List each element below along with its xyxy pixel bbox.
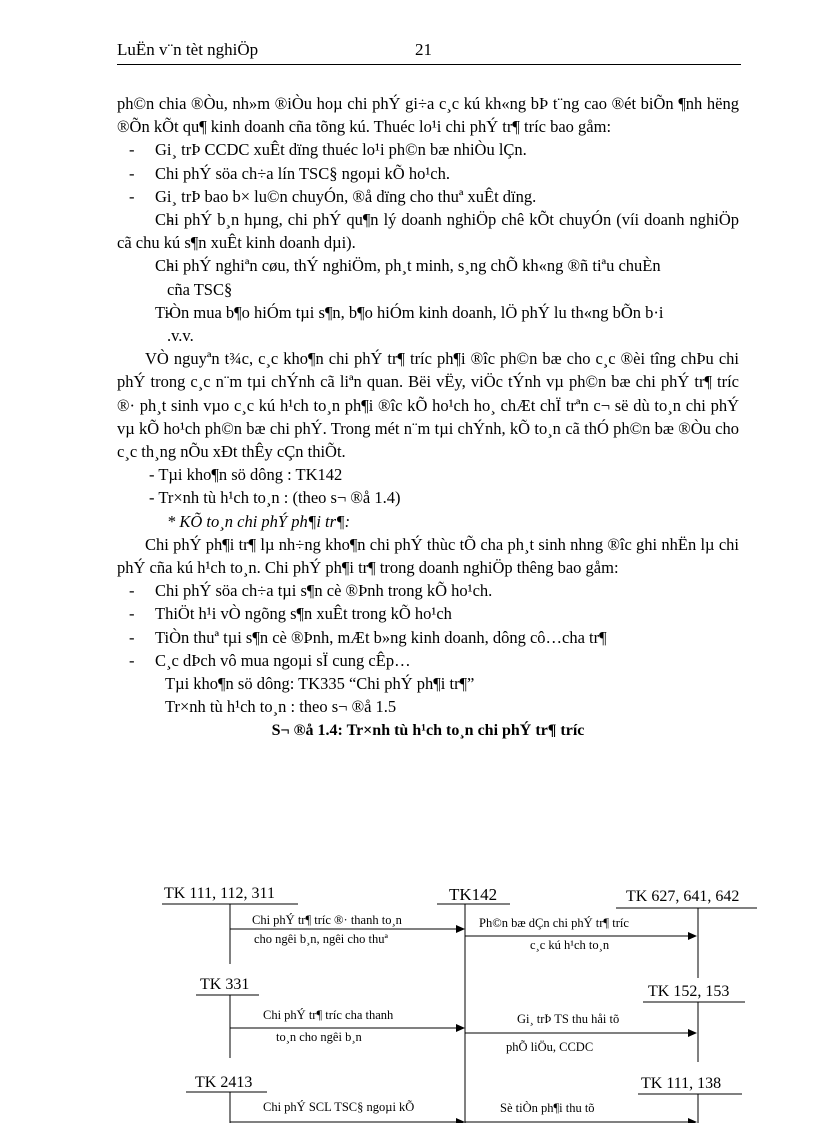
page-header: [117, 36, 741, 65]
paragraph-intro: ph©n chia ®Òu, nh»m ®iÒu hoµ chi phÝ gi÷a c¸c kú kh«ng bÞ t¨ng cao ®ét biÕn ¶nh hëng ®Õn kÕt qu¶ kinh doanh cña tõng kú. Thuéc lo¹i chi phÝ tr¶ tríc bao gåm:: [117, 94, 739, 137]
arrow-label-top: Sè tiÒn ph¶i thu tõ: [500, 1101, 595, 1115]
paragraph-principle: VÒ nguyªn t¾c, c¸c kho¶n chi phÝ tr¶ tríc ph¶i ®îc ph©n bæ cho c¸c ®èi tîng chÞu chi phÝ trong c¸c n¨m tµi chÝnh cã liªn quan. Bëi vËy, viÖc tÝnh vµ ph©n bæ chi phÝ tr¶ tríc ®· ph¸t sinh vµo c¸c kú h¹ch to¸n ph¶i ®îc kÕ ho¹ch ho¸ chÆt chÏ trªn c¬ së dù to¸n chi phÝ vµ kÕ ho¹ch ph©n bæ chi phÝ. Trong mét n¨m tµi chÝnh, kÕ to¸n cã thÓ ph©n bæ ®Òu cho c¸c th¸ng nÕu xÐt thÊy cÇn thiÕt.: [117, 349, 739, 462]
list-item: - C¸c dÞch vô mua ngoµi sÏ cung cÊp…: [117, 649, 739, 672]
list-item-continuation: cña TSC§: [167, 279, 233, 299]
list-item: - ThiÖt h¹i vÒ ngõng s¶n xuÊt trong kÕ ho¹ch: [117, 602, 739, 625]
body-text: [117, 92, 739, 743]
arrow-label-top: Chi phÝ tr¶ tríc ®· thanh to¸n: [252, 913, 402, 927]
paragraph-payable: Chi phÝ ph¶i tr¶ lµ nh÷ng kho¶n chi phÝ thùc tÕ cha ph¸t sinh nhng ®îc ghi nhËn lµ chi phÝ cña kú h¹ch to¸n. Chi phÝ ph¶i tr¶ trong doanh nghiÖp thêng bao gåm:: [117, 534, 739, 578]
account-used-line: - Tµi kho¶n sö dông : TK142: [149, 465, 343, 485]
etc-line: .v.v.: [167, 326, 194, 346]
account-label-tk627-641-642: TK 627, 641, 642: [626, 888, 740, 905]
list-item: - Gi¸ trÞ CCDC xuÊt dïng thuéc lo¹i ph©n bæ nhiÒu lÇn.: [117, 138, 739, 161]
procedure-line: - Tr×nh tù h¹ch to¸n : (theo s¬ ®å 1.4): [149, 488, 401, 508]
account-used-line: Tµi kho¶n sö dông: TK335 “Chi phÝ ph¶i tr¶”: [165, 674, 475, 694]
page-number: 21: [415, 40, 432, 59]
list-item: - Chi phÝ söa ch÷a tµi s¶n cè ®Þnh trong kÕ ho¹ch.: [117, 579, 739, 602]
list-item: - Gi¸ trÞ bao b× lu©n chuyÓn, ®å dïng cho thuª xuÊt dïng.: [117, 185, 739, 208]
arrow-label-bottom: cho ngêi b¸n, ngêi cho thuª: [254, 932, 388, 946]
arrow-label-top: Chi phÝ tr¶ tríc cha thanh: [263, 1008, 394, 1022]
arrow-label-top: Chi phÝ SCL TSC§ ngoµi kÕ: [263, 1100, 415, 1114]
section-subtitle: * KÕ to¸n chi phÝ ph¶i tr¶:: [167, 511, 351, 531]
arrow-label-bottom: phÕ liÖu, CCDC: [506, 1040, 594, 1054]
list-item: - Chi phÝ söa ch÷a lín TSC§ ngoµi kÕ ho¹ch.: [117, 162, 739, 185]
arrow-label-bottom: c¸c kú h¹ch to¸n: [530, 938, 610, 952]
list-item: - Chi phÝ nghiªn cøu, thÝ nghiÖm, ph¸t minh, s¸ng chÕ kh«ng ®ñ tiªu chuÈn: [117, 254, 739, 277]
account-label-tk111-138: TK 111, 138: [641, 1075, 722, 1092]
account-label-tk152-153: TK 152, 153: [648, 983, 730, 1000]
arrow-label-top: Gi¸ trÞ TS thu håi tõ: [517, 1012, 620, 1026]
arrow-label-top: Ph©n bæ dÇn chi phÝ tr¶ tríc: [479, 916, 629, 930]
procedure-line: Tr×nh tù h¹ch to¸n : theo s¬ ®å 1.5: [165, 697, 397, 717]
account-label-tk2413: TK 2413: [195, 1074, 253, 1091]
diagram-heading: S¬ ®å 1.4: Tr×nh tù h¹ch to¸n chi phÝ tr¶ tríc: [271, 722, 585, 740]
account-label-tk331: TK 331: [200, 976, 250, 993]
accounting-flow-diagram: [0, 870, 816, 1123]
list-item: - Chi phÝ b¸n hµng, chi phÝ qu¶n lý doanh nghiÖp chê kÕt chuyÓn (víi doanh nghiÖp cã chu kú s¶n xuÊt kinh doanh dµi).: [117, 208, 739, 254]
list-item: - TiÒn mua b¶o hiÓm tµi s¶n, b¶o hiÓm kinh doanh, lÖ phÝ lu th«ng bÕn b·i: [117, 301, 739, 324]
list-item: - TiÒn thuª tµi s¶n cè ®Þnh, mÆt b»ng kinh doanh, dông cô…cha tr¶: [117, 626, 739, 649]
document-title: LuËn v¨n tèt nghiÖp: [117, 40, 259, 59]
account-label-tk111-112-311: TK 111, 112, 311: [164, 885, 275, 902]
arrow-label-bottom: to¸n cho ngêi b¸n: [276, 1030, 362, 1044]
account-label-tk142: TK142: [449, 885, 498, 904]
